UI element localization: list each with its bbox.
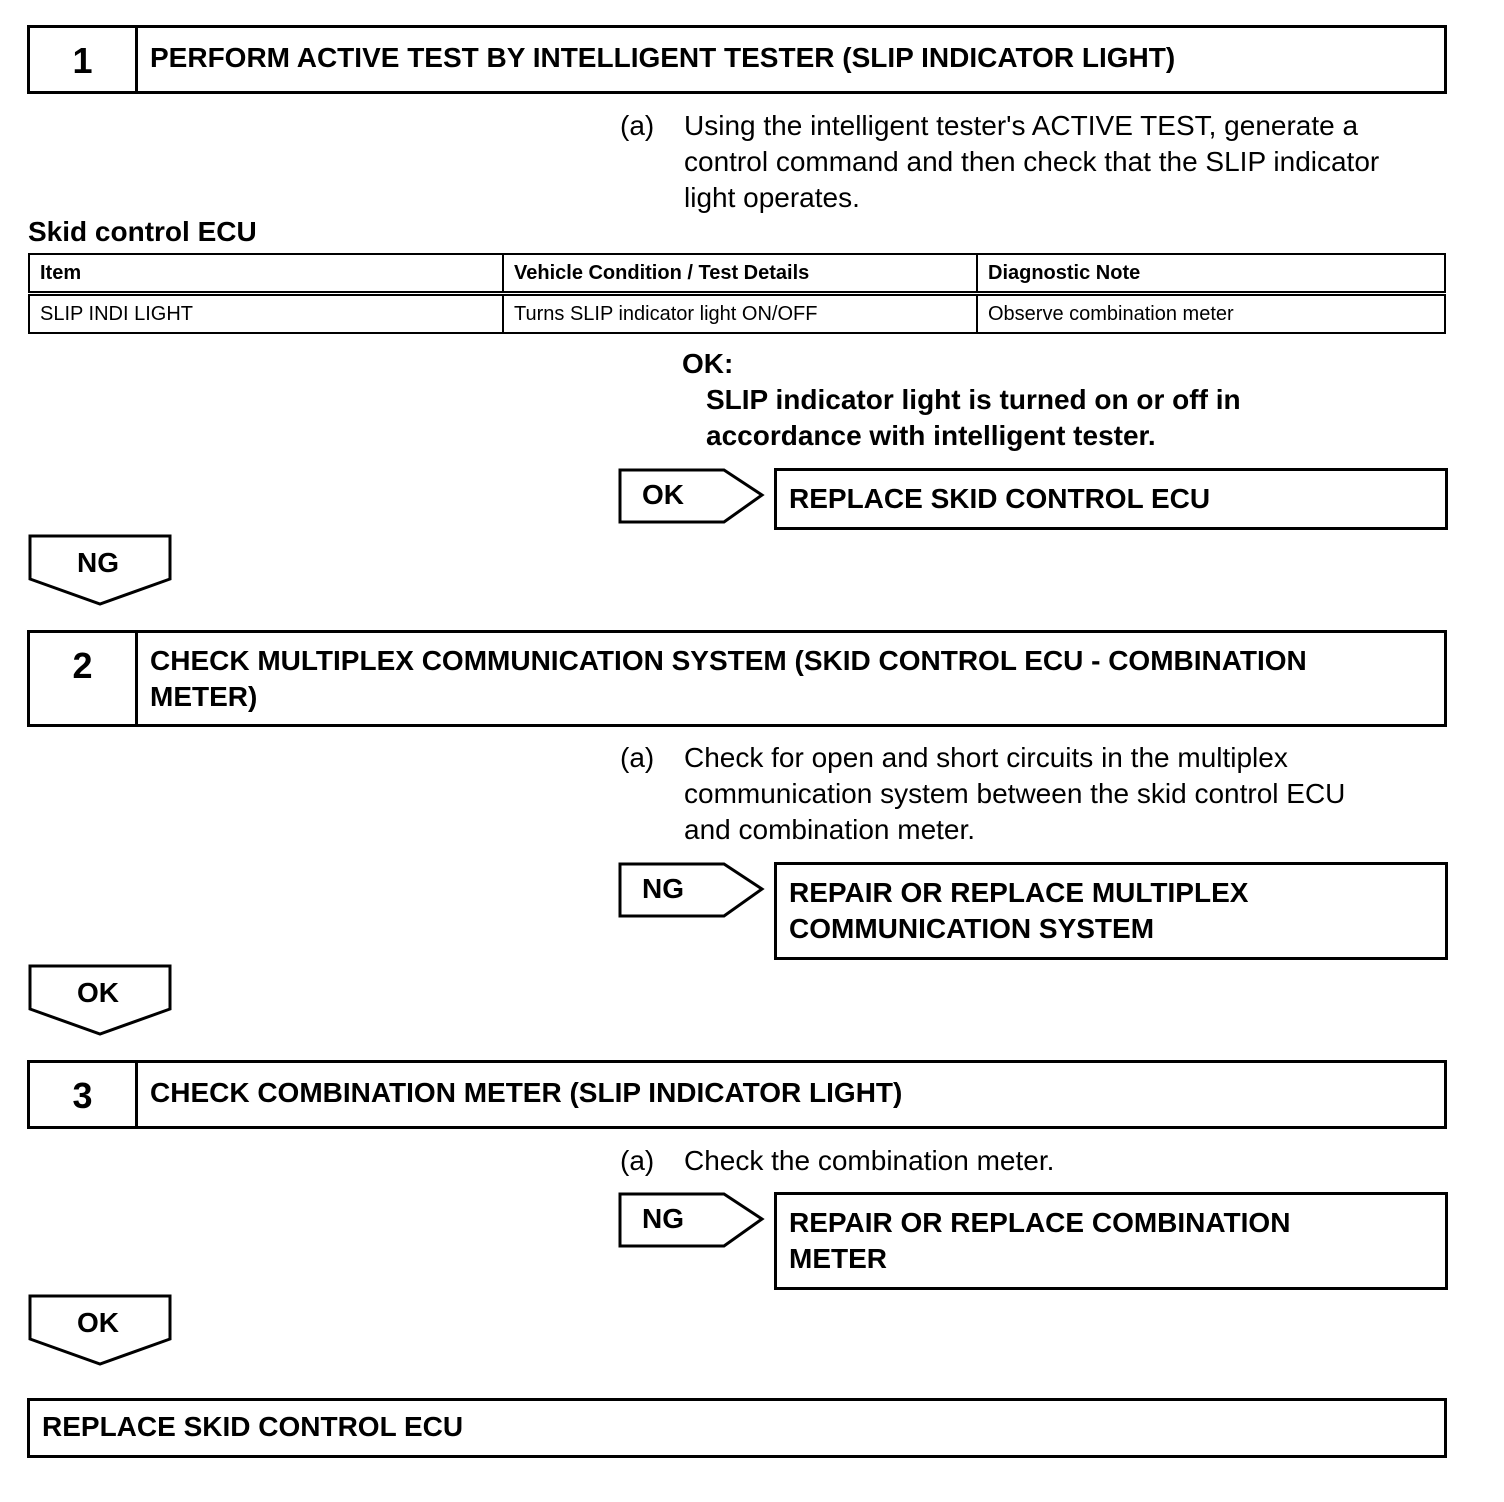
step-2-instruction-line-3: and combination meter.: [684, 814, 976, 845]
step-3-title: CHECK COMBINATION METER (SLIP INDICATOR LIGHT): [150, 1077, 903, 1108]
step-1-header: [27, 25, 1447, 94]
step-2-title-line-1: CHECK MULTIPLEX COMMUNICATION SYSTEM (SKID CONTROL ECU - COMBINATION: [150, 645, 1307, 676]
step-2-instruction-label: (a): [620, 742, 655, 773]
ok-criteria: [682, 346, 1241, 454]
step-1-instruction-line-1: Using the intelligent tester's ACTIVE TEST, generate a: [684, 110, 1359, 141]
step-1-next-tag: NG: [77, 547, 119, 578]
step-2-header: [27, 630, 1447, 727]
step-3-next-tag: OK: [77, 1307, 119, 1338]
step-1-title: PERFORM ACTIVE TEST BY INTELLIGENT TESTER (SLIP INDICATOR LIGHT): [150, 42, 1176, 73]
step-1-branch-tag: OK: [642, 479, 684, 510]
step-1-number: 1: [30, 28, 138, 91]
step-2-instruction: [620, 740, 1460, 850]
step-1-instruction-label: (a): [620, 110, 655, 141]
step-2-branch-result-line-2: COMMUNICATION SYSTEM: [789, 913, 1155, 944]
right-arrow-tag-shape: [618, 468, 768, 526]
step-1-branch-result: [774, 468, 1448, 530]
step-2-title-line-2: METER): [150, 681, 258, 712]
table-cell-note: Observe combination meter: [977, 294, 1445, 334]
table-row: [29, 294, 1445, 334]
step-3-instruction-line-1: Check the combination meter.: [684, 1145, 1055, 1176]
step-1-instruction-line-3: light operates.: [684, 182, 860, 213]
step-2-branch-tag: NG: [642, 873, 684, 904]
table-header-note: Diagnostic Note: [977, 254, 1445, 294]
table-title: Skid control ECU: [28, 216, 257, 247]
step-3-number: 3: [30, 1063, 138, 1126]
step-2-instruction-line-2: communication system between the skid control ECU: [684, 778, 1346, 809]
table-header-condition: Vehicle Condition / Test Details: [503, 254, 977, 294]
step-2-branch-result: [774, 862, 1448, 960]
step-1-branch-result-text: REPLACE SKID CONTROL ECU: [789, 483, 1211, 514]
step-2-title: [138, 633, 1444, 724]
ok-criteria-line-2: accordance with intelligent tester.: [706, 420, 1156, 451]
step-1-instruction-line-2: control command and then check that the SLIP indicator: [684, 146, 1380, 177]
table-header-item: Item: [29, 254, 503, 294]
ok-criteria-line-1: SLIP indicator light is turned on or off in: [706, 384, 1241, 415]
step-3-branch-result-line-2: METER: [789, 1243, 887, 1274]
ok-criteria-heading: OK:: [682, 348, 734, 379]
final-action-text: REPLACE SKID CONTROL ECU: [42, 1411, 464, 1442]
step-2-instruction-line-1: Check for open and short circuits in the multiplex: [684, 742, 1288, 773]
step-3-instruction: [620, 1143, 1460, 1183]
right-arrow-tag-shape: [618, 862, 768, 920]
final-action-box: [27, 1398, 1447, 1458]
step-2-next-tag: OK: [77, 977, 119, 1008]
step-3-instruction-label: (a): [620, 1145, 655, 1176]
step-3-branch-result-line-1: REPAIR OR REPLACE COMBINATION: [789, 1207, 1291, 1238]
table-header-row: [29, 254, 1445, 294]
active-test-table: [28, 253, 1446, 334]
step-3-header: [27, 1060, 1447, 1129]
step-2-number: 2: [30, 633, 138, 724]
step-3-branch-result: [774, 1192, 1448, 1290]
right-arrow-tag-shape: [618, 1192, 768, 1250]
step-1-instruction: [620, 108, 1460, 218]
table-cell-condition: Turns SLIP indicator light ON/OFF: [503, 294, 977, 334]
table-cell-item: SLIP INDI LIGHT: [29, 294, 503, 334]
step-2-branch-result-line-1: REPAIR OR REPLACE MULTIPLEX: [789, 877, 1249, 908]
step-3-branch-tag: NG: [642, 1203, 684, 1234]
